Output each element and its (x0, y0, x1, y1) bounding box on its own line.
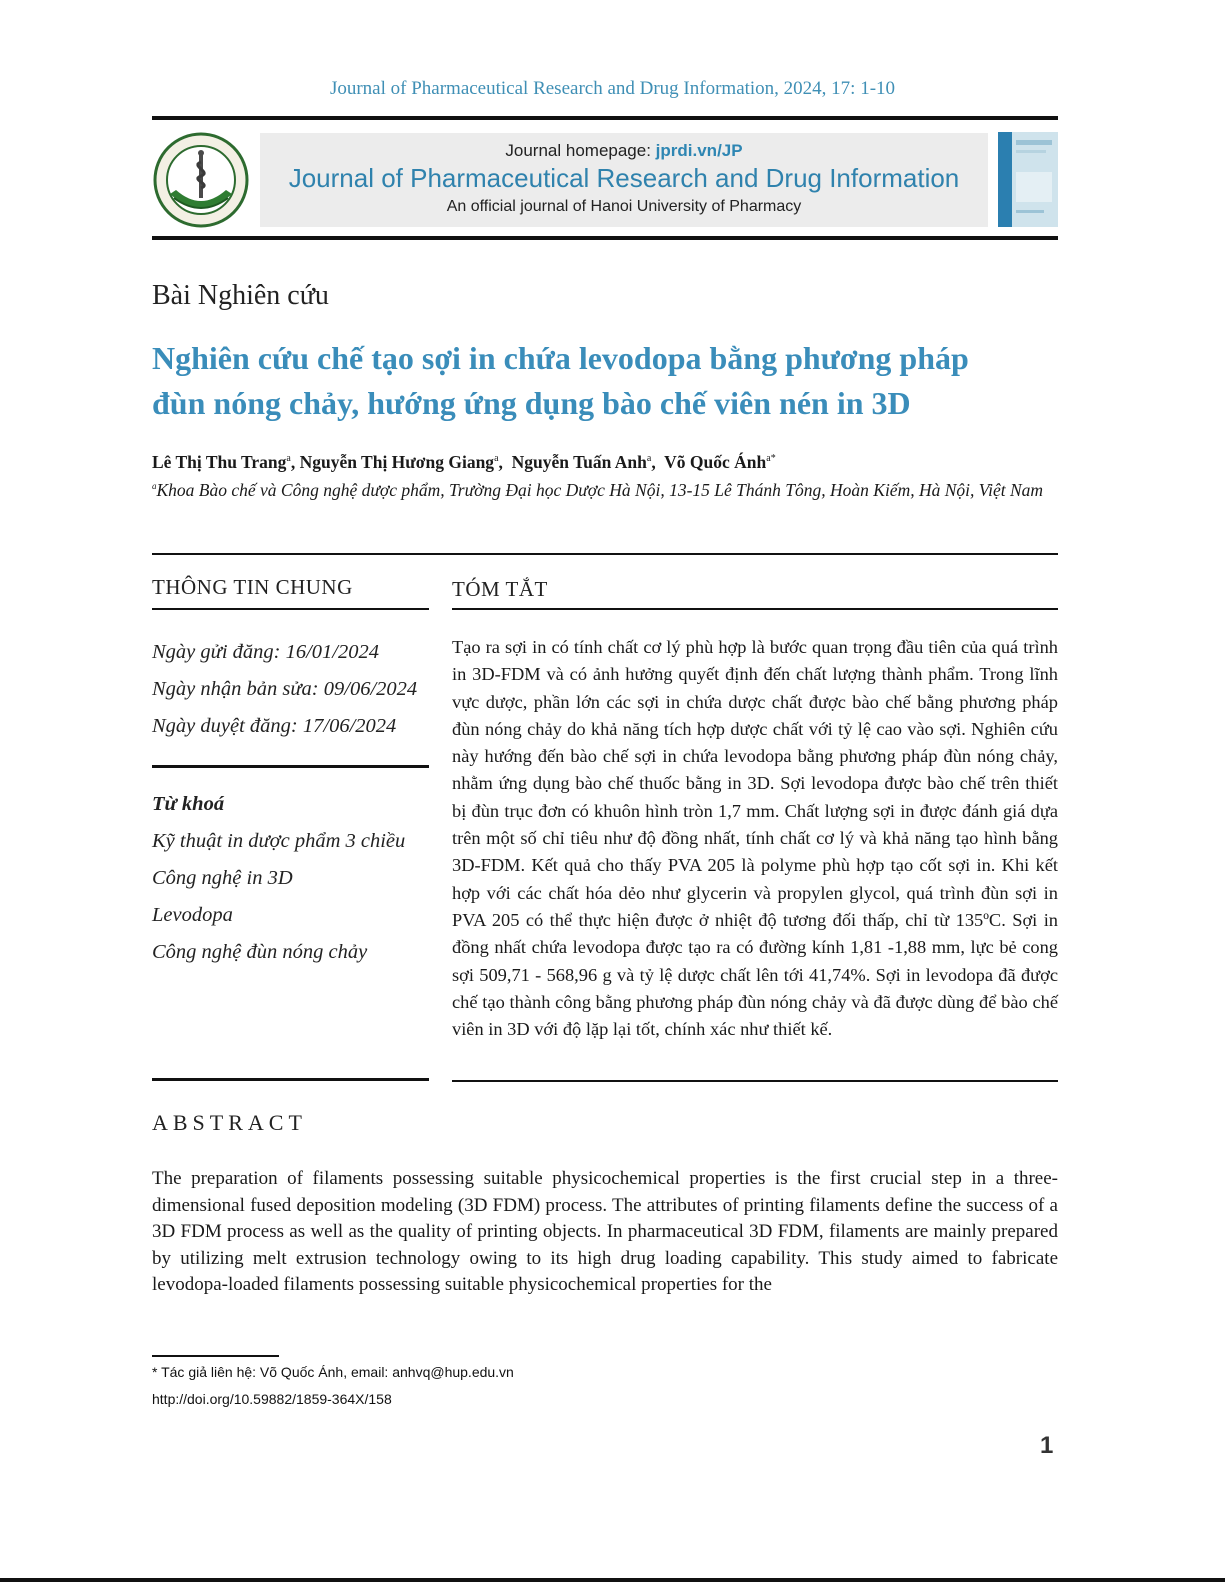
page-number: 1 (1040, 1432, 1054, 1459)
journal-cover-image (998, 132, 1058, 227)
keywords-heading: Từ khoá (152, 793, 225, 815)
author-mark: a (286, 453, 291, 465)
abstract-heading: ABSTRACT (152, 1110, 307, 1135)
journal-name: Journal of Pharmaceutical Research and Drug Information (288, 163, 960, 193)
general-info-heading: THÔNG TIN CHUNG (152, 575, 353, 599)
footnote-rule (152, 1355, 279, 1357)
title-line: đùn nóng chảy, hướng ứng dụng bào chế viên nén in 3D (152, 385, 911, 421)
bottom-edge-rule (0, 1578, 1225, 1582)
journal-banner (260, 133, 988, 227)
general-info-bottom-rule (152, 1078, 429, 1081)
running-head: Journal of Pharmaceutical Research and Drug Information, 2024, 17: 1-10 (329, 78, 896, 99)
university-logo (152, 132, 250, 228)
summary-heading-rule (452, 608, 1058, 610)
date-submitted: Ngày gửi đăng: 16/01/2024 (152, 641, 379, 663)
general-info-heading-rule (152, 608, 429, 610)
article-title (152, 336, 1052, 426)
homepage-link[interactable]: jprdi.vn/JP (655, 141, 743, 160)
journal-subtitle: An official journal of Hanoi University of Pharmacy (446, 198, 802, 215)
author-name: Nguyễn Thị Hương Giang (299, 452, 495, 472)
corresponding-author-note: * Tác giả liên hệ: Võ Quốc Ánh, email: anhvq@hup.edu.vn (152, 1364, 514, 1380)
author-name: Nguyễn Tuấn Anh (511, 452, 647, 472)
keyword-item: Levodopa (152, 904, 233, 926)
author-name: Võ Quốc Ánh (664, 452, 767, 472)
affiliation-mark: a (152, 481, 157, 492)
author-mark: a (494, 453, 499, 465)
summary-heading: TÓM TẮT (452, 577, 548, 601)
keyword-item: Kỹ thuật in dược phẩm 3 chiều (152, 830, 406, 852)
banner-bottom-rule (152, 236, 1058, 240)
summary-text: Tạo ra sợi in có tính chất cơ lý phù hợp là bước quan trọng đầu tiên của quá trình in 3D-FDM và có ảnh hưởng quyết định đến chất lượng thành phẩm. Trong lĩnh vực dược, phần lớn các sợi in chứa dược chất được bào chế bằng phương pháp đùn nóng chảy do khả năng tích hợp dược chất với tỷ lệ cao vào sợi. Nghiên cứu này hướng đến bào chế sợi in chứa levodopa bằng phương pháp đùn nóng chảy, nhằm ứng dụng bào chế thuốc bằng in 3D. Sợi levodopa được bào chế trên thiết bị đùn trục đơn có khuôn hình tròn 1,7 mm. Chất lượng sợi in được đánh giá dựa trên một số chỉ tiêu như độ đồng nhất, tính chất cơ lý và khả năng tạo hình bằng 3D-FDM. Kết quả cho thấy PVA 205 là polyme phù hợp tạo cốt sợi in. Khi kết hợp với các chất hóa dẻo như glycerin và propylen glycol, quá trình đùn sợi in PVA 205 có thể thực hiện được ở nhiệt độ tương đối thấp, chỉ từ 135ºC. Sợi in đồng nhất chứa levodopa được tạo ra có đường kính 1,81 -1,88 mm, lực bẻ cong sợi 509,71 - 568,96 g và tỷ lệ dược chất lên tới 41,74%. Sợi in levodopa đã được chế tạo thành công bằng phương pháp đùn nóng chảy và đã được dùng để bào chế viên in 3D với độ lặp lại tốt, chính xác như thiết kế. (452, 637, 1058, 1040)
article-type: Bài Nghiên cứu (152, 280, 329, 311)
author-list: Lê Thị Thu Trang$^a$, Nguyễn Thị Hương Giang$^a$, Nguyễn Tuấn Anh$^a$, Võ Quốc Ánh$^{a*}$ (152, 452, 776, 472)
affiliation-text: Khoa Bào chế và Công nghệ dược phẩm, Trường Đại học Dược Hà Nội, 13-15 Lê Thánh Tông, Hoàn Kiếm, Hà Nội, Việt Nam (156, 480, 1044, 500)
keyword-item: Công nghệ in 3D (152, 867, 293, 889)
summary-bottom-rule (452, 1080, 1058, 1082)
top-rule (152, 116, 1058, 120)
info-top-rule (152, 553, 1058, 555)
doi-link[interactable]: http://doi.org/10.59882/1859-364X/158 (152, 1391, 392, 1407)
homepage-label: Journal homepage: (505, 141, 656, 160)
author-name: Lê Thị Thu Trang (152, 452, 287, 472)
abstract-text: The preparation of filaments possessing suitable physicochemical properties is the first crucial step in a three-dimensional fused deposition modeling (3D FDM) process. The attributes of printing filaments define the success of a 3D FDM process as well as the quality of printing objects. In pharmaceutical 3D FDM, filaments are mainly prepared by utilizing melt extrusion technology owing to its high drug loading capability. This study aimed to fabricate levodopa-loaded filaments possessing suitable physicochemical properties for the (152, 1168, 1058, 1295)
date-accepted: Ngày duyệt đăng: 17/06/2024 (152, 715, 397, 737)
title-line: Nghiên cứu chế tạo sợi in chứa levodopa bằng phương pháp (152, 340, 969, 376)
author-mark: a* (766, 453, 776, 465)
keywords-divider (152, 765, 429, 768)
date-revised: Ngày nhận bản sửa: 09/06/2024 (152, 678, 418, 700)
author-mark: a (646, 453, 652, 465)
affiliation (152, 480, 1043, 501)
keyword-item: Công nghệ đùn nóng chảy (152, 941, 368, 963)
journal-homepage (260, 141, 988, 161)
